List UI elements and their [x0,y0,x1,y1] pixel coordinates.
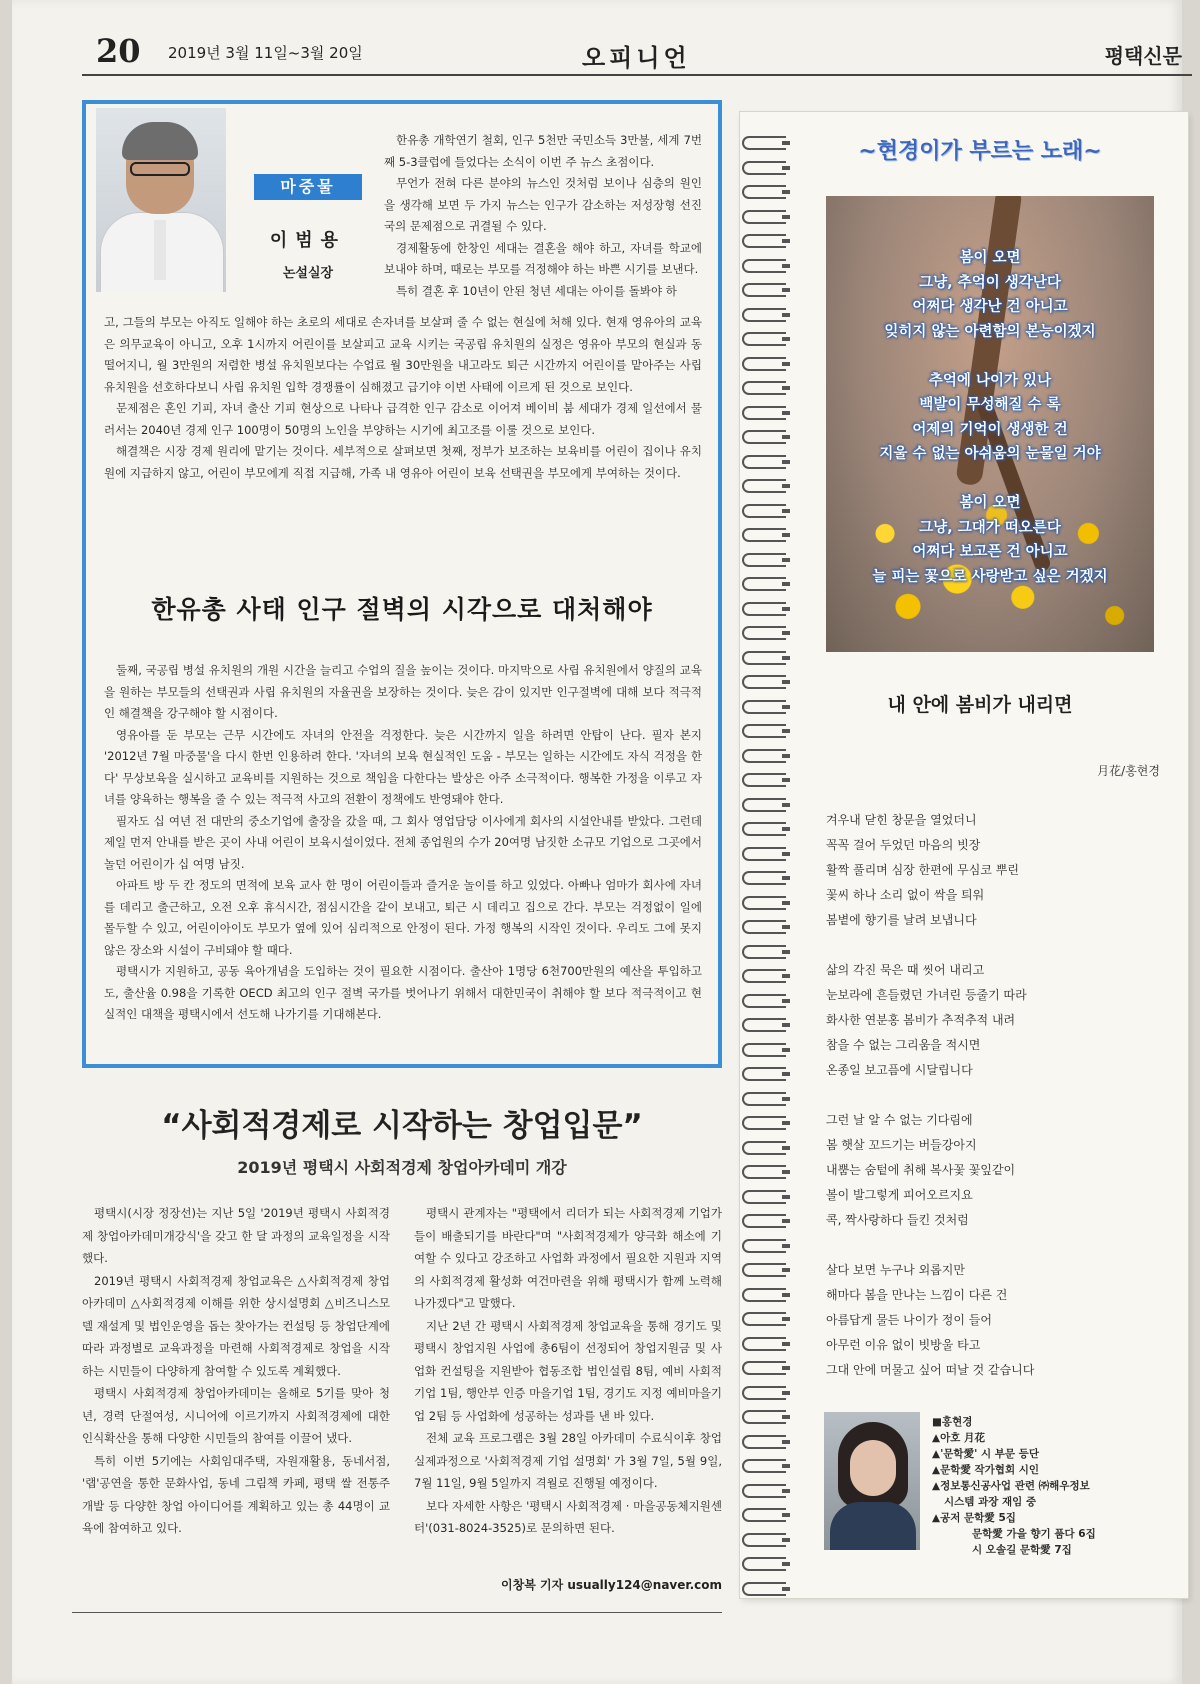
issue-date: 2019년 3월 11일~3월 20일 [168,44,363,62]
paragraph: 평택시(시장 정장선)는 지난 5일 '2019년 평택시 사회적경제 창업아카데미개강식'을 갖고 한 달 과정의 교육일정을 시작했다. [82,1206,390,1265]
spiral-ring [742,308,786,322]
paragraph: 고, 그들의 부모는 아직도 일해야 하는 초로의 세대로 손자녀를 보살펴 줄 수 없는 현실에 처해 있다. 현재 영유아의 교육은 의무교육이 아니고, 오후 1시까지 어린이를 보살피고 교육 시키는 국공립 유치원의 실정은 영유아 부모의 현실과 동떨어지니, 월 3만원의 저렴한 병설 유치원보다는 수업료 월 30만원을 내고라도 퇴근 시간까지 어린이를 맡아주는 사립 유치원을 선호하다보니 사립 유치원 입학 경쟁률이 심해졌고 급기야 이번 사태에 이르게 된 것으로 보인다. [104,315,702,394]
spiral-ring [742,602,786,616]
poem-line: 그냥, 그대가 떠오른다 [919,519,1061,536]
poem-notebook [740,112,1188,1598]
column-headline: 한유총 사태 인구 절벽의 시각으로 대처해야 [151,595,653,624]
paragraph: 지난 2년 간 평택시 사회적경제 창업교육을 통해 경기도 및 평택시 창업지원 사업에 총6팀이 선정되어 창업지원금 및 사업화 컨설팅을 지원받아 협동조합 법인설립 8팀, 예비 사회적기업 1팀, 행안부 인증 마을기업 1팀, 경기도 지정 예비마을기업 2팀 등 사업화에 성공하는 성과를 낸 바 있다. [414,1318,722,1423]
poem-line: 눈보라에 흔들렸던 가녀린 등줄기 따라 [826,988,1027,1002]
spiral-ring [742,626,786,640]
poem-line: 콕, 짝사랑하다 들킨 것처럼 [826,1213,969,1227]
poem-line: 겨우내 닫힌 창문을 열었더니 [826,813,977,827]
spiral-ring [742,1361,786,1375]
spiral-ring [742,406,786,420]
paragraph: 무언가 전혀 다른 분야의 뉴스인 것처럼 보이나 심층의 원인을 생각해 보면 두 가지 뉴스는 인구가 감소하는 저성장형 선진국의 문제점으로 귀결될 수 있다. [384,176,702,233]
poem-line: 어제의 기억이 생생한 건 [912,421,1068,438]
newspaper-logo: 평택신문 [1104,44,1182,68]
paragraph: 영유아를 둔 부모는 근무 시간에도 자녀의 안전을 걱정한다. 늦은 시간까지 일을 하려면 안탑이 난다. 필자 본지 '2012년 7월 마중물'을 다시 한번 인용하려 한다. '자녀의 보육 현실적인 도움 - 부모는 일하는 시간에도 자식 걱정을 한다' 무상보육을 실시하고 교육비를 지원하는 것으로 책임을 다한다는 발상은 아주 소극적이다. 행복한 가정을 이루고 자녀를 양육하는 행복을 줄 수 있는 적극적 사고의 전환이 정책에도 반영돼야 한다. [104,727,702,806]
spiral-ring [742,1435,786,1449]
spiral-ring [742,1214,786,1228]
bio-line: ▲문학愛 작가협회 시인 [932,1464,1040,1476]
divider [72,1612,722,1613]
spiral-ring [742,1386,786,1400]
article-column-right [414,1202,722,1540]
spiral-ring [742,136,786,150]
article-byline: 이창복 기자 usually124@naver.com [501,1578,722,1592]
poem-line: 아무런 이유 없이 빗방울 타고 [826,1338,981,1352]
poem-line: 볼이 발그렇게 피어오르지요 [826,1188,973,1202]
spiral-ring [742,1067,786,1081]
spiral-ring [742,773,786,787]
paragraph: 특히 이번 5기에는 사회임대주택, 자원재활용, 동네서점, '랩'공연을 통한 문화사업, 동네 그림책 카페, 평택 쌀 전통주 개발 등 다양한 창업 아이디어를 계획하고 있는 총 44명이 교육에 참여하고 있다. [82,1453,390,1535]
poem-line: 봄이 오면 [959,250,1021,266]
article-subheadline: 2019년 평택시 사회적경제 창업아카데미 개강 [237,1158,567,1177]
newspaper-page [12,0,1182,1684]
spiral-ring [742,1018,786,1032]
spiral-ring [742,185,786,199]
poem-illustration [826,196,1154,652]
poem-line [826,1083,1166,1108]
page-number: 20 [96,32,141,70]
spiral-ring [742,1533,786,1547]
spiral-ring [742,1141,786,1155]
spiral-ring [742,847,786,861]
paragraph: 전체 교육 프로그램은 3월 28일 아카데미 수료식이후 창업실제과정으로 '사회적경제 기업 설명회' 가 3월 7일, 5월 9일, 7월 11일, 9월 5일까지 격월로 진행될 예정이다. [414,1431,722,1490]
poem-line: 어쩌다 보고픈 건 아니고 [912,544,1068,560]
bio-line: 시 오솔길 문학愛 7집 [972,1544,1072,1556]
spiral-ring [742,528,786,542]
spiral-ring [742,920,786,934]
spiral-ring [742,553,786,567]
spiral-ring [742,1459,786,1473]
column-badge: 마중물 [254,174,362,200]
author-name: 이범용 [269,230,347,251]
illustration-poem [826,246,1154,589]
spiral-ring [742,577,786,591]
column-intro-text [384,130,702,302]
spiral-ring [742,455,786,469]
poem-line: 백발이 무성해질 수 록 [919,397,1061,413]
spiral-ring [742,969,786,983]
spiral-ring [742,1484,786,1498]
paragraph: 특히 결혼 후 10년이 안된 청년 세대는 아이를 돌봐야 하 [396,283,677,298]
article-column-left [82,1202,390,1540]
spiral-ring [742,332,786,346]
poet-photo [824,1412,920,1550]
poem-line: 화사한 연분홍 봄비가 추적추적 내려 [826,1013,1016,1027]
spiral-ring [742,1288,786,1302]
poem-line [826,344,1154,369]
paragraph: 경제활동에 한창인 세대는 결혼을 해야 하고, 자녀를 학교에 보내야 하며, 때로는 부모를 걱정해야 하는 바쁜 시기를 보낸다. [384,240,702,276]
page-header [82,28,1192,76]
poem-body [826,808,1166,1383]
spiral-ring [742,700,786,714]
spiral-ring [742,675,786,689]
poem-title: 내 안에 봄비가 내리면 [887,694,1073,716]
spiral-ring [742,1239,786,1253]
spiral-ring [742,381,786,395]
spiral-ring [742,210,786,224]
paragraph: 아파트 방 두 칸 정도의 면적에 보육 교사 한 명이 어린이들과 즐거운 놀이를 하고 있었다. 아빠나 엄마가 회사에 자녀를 데리고 출근하고, 오전 오후 휴식시간, 점심시간을 같이 보내고, 퇴근 시 데리고 집으로 간다. 부모는 걱정없이 일에 몰두할 수 있고, 어린이아이도 부모가 옆에 있어 심리적으로 안정이 된다. 가정 행복의 시작인 것이다. 우리도 그에 못지않은 장소와 시설이 구비돼야 할 때다. [104,878,702,957]
spiral-ring [742,1043,786,1057]
bio-line: ▲아호 月花 [932,1432,986,1444]
paragraph: 평택시가 지원하고, 공동 육아개념을 도입하는 것이 필요한 시점이다. 출산아 1명당 6천700만원의 예산을 투입하고도, 출산율 0.98을 기록한 OECD 최고의 인구 절벽 국가를 벗어나기 위해서 대한민국이 취해야 할 보다 적극적이고 현실적인 대책을 평택시에서 선도해 나가기를 기대해본다. [104,964,702,1021]
paragraph: 한유총 개학연기 철회, 인구 5천만 국민소득 3만불, 세계 7번째 5-3클럽에 들었다는 소식이 이번 주 뉴스 초점이다. [384,133,702,169]
bio-line: ▲'문학愛' 시 부문 등단 [932,1448,1039,1460]
spiral-ring [742,1582,786,1596]
spiral-ring [742,1190,786,1204]
spiral-ring [742,283,786,297]
poem-line: 아름답게 물든 나이가 정이 들어 [826,1313,992,1327]
column-conclusion-text [104,660,702,1026]
poem-line: 내뿜는 숨텉에 취해 복사꽃 꽃잎같이 [826,1163,1016,1177]
poem-line: 어쩌다 생각난 건 아니고 [912,299,1068,315]
spiral-ring [742,1263,786,1277]
spiral-ring [742,1092,786,1106]
article-headline: “사회적경제로 시작하는 창업입문” [161,1108,643,1144]
paragraph: 해결책은 시장 경제 원리에 맡기는 것이다. 세부적으로 살펴보면 첫째, 정부가 보조하는 보육비를 어린이 집이나 유치원에 지급하지 않고, 어린이 부모에게 직접 지급해, 가족 내 영유아 어린이 보육 선택권을 부모에게 부여하는 것이다. [104,444,702,480]
poem-line [826,933,1166,958]
poem-line: 꽃씨 하나 소리 없이 싹을 틔워 [826,888,985,902]
poem-line: 그대 안에 머물고 싶어 떠날 것 같습니다 [826,1363,1035,1377]
spiral-ring [742,945,786,959]
spiral-ring [742,1410,786,1424]
section-title: 오피니언 [582,44,691,72]
poem-line: 해마다 봄을 만나는 느낌이 다른 건 [826,1288,1008,1302]
bio-line: ■홍현경 [932,1416,973,1428]
bio-line: ▲공저 문학愛 5집 [932,1512,1016,1524]
spiral-ring [742,1312,786,1326]
spiral-ring [742,479,786,493]
opinion-column [82,100,722,1068]
poem-line [826,1233,1166,1258]
paragraph: 문제점은 혼인 기피, 자녀 출산 기피 현상으로 나타나 급격한 인구 감소로 이어져 베이비 붐 세대가 경제 일선에서 물러서는 2040년 경제 인구 100명이 50명의 노인을 부양하는 시기에 최고조를 이룰 것으로 보인다. [104,401,702,437]
poem-author: 月花/홍현경 [1097,764,1160,778]
bio-line: 문학愛 가을 향기 품다 6집 [972,1528,1096,1540]
spiral-ring [742,161,786,175]
poem-line: 늘 피는 꽃으로 사랑받고 싶은 거겠지 [872,568,1108,585]
poem-line: 봄볕에 향기를 날려 보냅니다 [826,913,977,927]
paragraph: 평택시 사회적경제 창업아카데미는 올해로 5기를 맞아 청년, 경력 단절여성, 시니어에 이르기까지 사회적경제에 대한 인식확산을 통해 다양한 시민들의 참여를 이끌어 냈다. [82,1386,390,1445]
poem-line: 활짝 풀리며 심장 한편에 무심코 뿌린 [826,863,1019,877]
spiral-ring [742,504,786,518]
poem-series-title: ~현경이가 부르는 노래~ [858,138,1102,164]
poem-line: 살다 보면 누구나 외롭지만 [826,1263,965,1277]
paragraph: 평택시 관계자는 "평택에서 리더가 되는 사회적경제 기업가들이 배출되기를 바란다"며 "사회적경제가 양극화 해소에 기여할 수 있다고 강조하고 사업화 과정에서 필요한 지원과 지역의 사회적경제 활성화 여건마련을 위해 평택시가 함께 노력해 나가겠다"고 말했다. [414,1206,722,1310]
bio-line: ▲정보통신공사업 관련 ㈜해우정보 [932,1480,1090,1492]
spiral-ring [742,1557,786,1571]
poem-line: 지울 수 없는 아쉬움의 눈물일 거야 [879,446,1101,462]
paragraph: 2019년 평택시 사회적경제 창업교육은 △사회적경제 창업아카데미 △사회적경제 이해를 위한 상시설명회 △비즈니스모델 재설계 및 법인운영을 돕는 찾아가는 컨설팅 등 창업단계에 따라 과정별로 교육과정을 마련해 사회적경제로 창업을 시작하는 시민들이 다양하게 참여할 수 있도록 계획했다. [82,1273,390,1378]
spiral-ring [742,357,786,371]
poem-line [826,467,1154,492]
poem-line: 삶의 각진 묵은 때 씻어 내리고 [826,963,985,977]
spiral-ring [742,1116,786,1130]
spiral-ring [742,1337,786,1351]
poem-line: 잊히지 않는 아련함의 본능이겠지 [884,323,1096,340]
author-title: 논설실장 [282,266,334,281]
author-photo [96,108,226,292]
paragraph: 둘째, 국공립 병설 유치원의 개원 시간을 늘리고 수업의 질을 높이는 것이다. 마지막으로 사립 유치원에서 양질의 교육을 원하는 부모들의 선택권과 사립 유치원의 자율권을 보장하는 것이다. 늦은 감이 있지만 인구절벽에 대해 보다 적극적인 해결책을 강구해야 할 시점이다. [104,663,702,720]
spiral-ring [742,749,786,763]
spiral-ring [742,724,786,738]
poem-line: 그런 날 알 수 없는 기다림에 [826,1113,973,1127]
poem-line: 꼭꼭 걸어 두었던 마음의 빗장 [826,838,981,852]
spiral-ring [742,871,786,885]
poet-bio [932,1414,1172,1558]
poem-line: 추억에 나이가 있나 [928,372,1052,389]
spiral-ring [742,994,786,1008]
spiral-ring [742,651,786,665]
spiral-ring [742,1508,786,1522]
poem-line: 온종일 보고픔에 시달립니다 [826,1063,973,1077]
paragraph: 필자도 십 여년 전 대만의 중소기업에 출장을 갔을 때, 그 회사 영업담당 이사에게 회사의 시설안내를 받았다. 그런데 제일 먼저 안내를 받은 곳이 사내 어린이 보육시설이었다. 전체 종업원의 수가 20여명 남짓한 소규모 기업으로 그곳에서 놀던 어린이가 십 여명 남짓. [104,813,702,871]
paragraph: 보다 자세한 사항은 '평택시 사회적경제 · 마을공동체지원센터'(031-8024-3525)로 문의하면 된다. [414,1498,722,1535]
spiral-ring [742,430,786,444]
bio-line: 시스템 과장 재임 중 [944,1496,1037,1508]
spiral-ring [742,896,786,910]
spiral-ring [742,259,786,273]
spiral-ring [742,822,786,836]
column-body-text [104,312,702,484]
poem-line: 그냥, 추억이 생각난다 [919,274,1061,291]
spiral-ring [742,234,786,248]
spiral-ring [742,798,786,812]
poem-line: 참을 수 없는 그리움을 적시면 [826,1038,981,1052]
spiral-ring [742,1165,786,1179]
poem-line: 봄이 오면 [959,495,1021,511]
poem-line: 봄 햇살 꼬드기는 버들강아지 [826,1138,977,1152]
